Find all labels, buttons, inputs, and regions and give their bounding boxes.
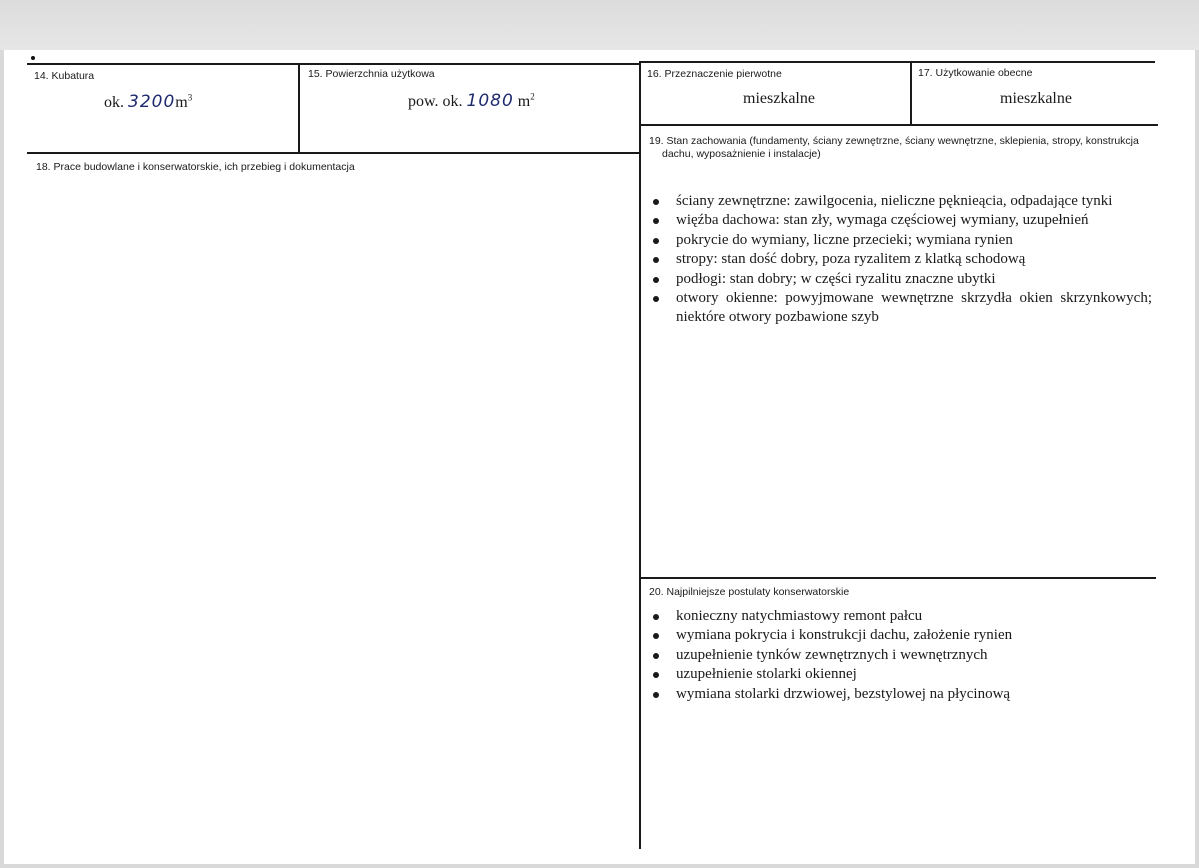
marker-dot	[31, 56, 35, 60]
list-item: więźba dachowa: stan zły, wymaga częściowej wymiany, uzupełnień	[644, 211, 1152, 230]
field-14-unit: m	[175, 94, 188, 111]
list-item: uzupełnienie stolarki okiennej	[644, 665, 1152, 684]
rule-under-16-17	[640, 124, 1158, 126]
field-15-prefix: pow. ok.	[408, 93, 463, 110]
list-item: konieczny natychmiastowy remont pałcu	[644, 607, 1152, 626]
list-item: uzupełnienie tynków zewnętrznych i wewnętrznych	[644, 646, 1152, 665]
field-15-unit: m	[517, 93, 531, 110]
field-14-handwritten: 3200	[128, 92, 176, 112]
field-15-handwritten: 1080	[466, 91, 514, 111]
field-14-unit-sup: 3	[187, 92, 193, 103]
rule-above-20	[640, 577, 1156, 579]
scan-top-band	[0, 0, 1199, 50]
field-19-label: 19. Stan zachowania (fundamenty, ściany zewnętrzne, ściany wewnętrzne, sklepienia, stropy, konstrukcja dachu, wyposażnienie i instalacje)	[649, 135, 1139, 160]
top-rule-right	[640, 61, 1155, 63]
list-item: ściany zewnętrzne: zawilgocenia, nieliczne pęknieącia, odpadające tynki	[644, 192, 1152, 211]
field-14-prefix: ok.	[104, 94, 124, 111]
list-item: stropy: stan dość dobry, poza ryzalitem z klatką schodową	[644, 250, 1152, 269]
top-rule-left	[27, 63, 639, 65]
list-item: otwory okienne: powyjmowane wewnętrzne skrzydła okien skrzynkowych; niektóre otwory pozbawione szyb	[644, 289, 1152, 328]
field-17-value: mieszkalne	[1000, 90, 1072, 107]
center-divider	[639, 61, 641, 849]
field-14-label: 14. Kubatura	[34, 70, 95, 82]
field-20-list	[644, 607, 1152, 704]
field-19-list	[644, 192, 1152, 328]
field-20-label: 20. Najpilniejsze postulaty konserwatorskie	[649, 586, 850, 598]
list-item: pokrycie do wymiany, liczne przecieki; wymiana rynien	[644, 231, 1152, 250]
field-15-value	[408, 91, 535, 111]
list-item: wymiana stolarki drzwiowej, bezstylowej na płycinową	[644, 685, 1152, 704]
list-item: podłogi: stan dobry; w części ryzalitu znaczne ubytki	[644, 270, 1152, 289]
field-15-label: 15. Powierzchnia użytkowa	[308, 68, 435, 80]
rule-under-14-15	[27, 152, 639, 154]
field-14-value	[104, 92, 192, 112]
field-16-label: 16. Przeznaczenie pierwotne	[647, 68, 782, 80]
field-16-value: mieszkalne	[743, 90, 815, 107]
field-17-label: 17. Użytkowanie obecne	[918, 67, 1033, 79]
divider-14-15	[298, 64, 300, 154]
field-15-unit-sup: 2	[530, 91, 535, 102]
list-item: wymiana pokrycia i konstrukcji dachu, założenie rynien	[644, 626, 1152, 645]
field-18-label: 18. Prace budowlane i konserwatorskie, ich przebieg i dokumentacja	[36, 161, 355, 173]
divider-16-17	[910, 62, 912, 126]
